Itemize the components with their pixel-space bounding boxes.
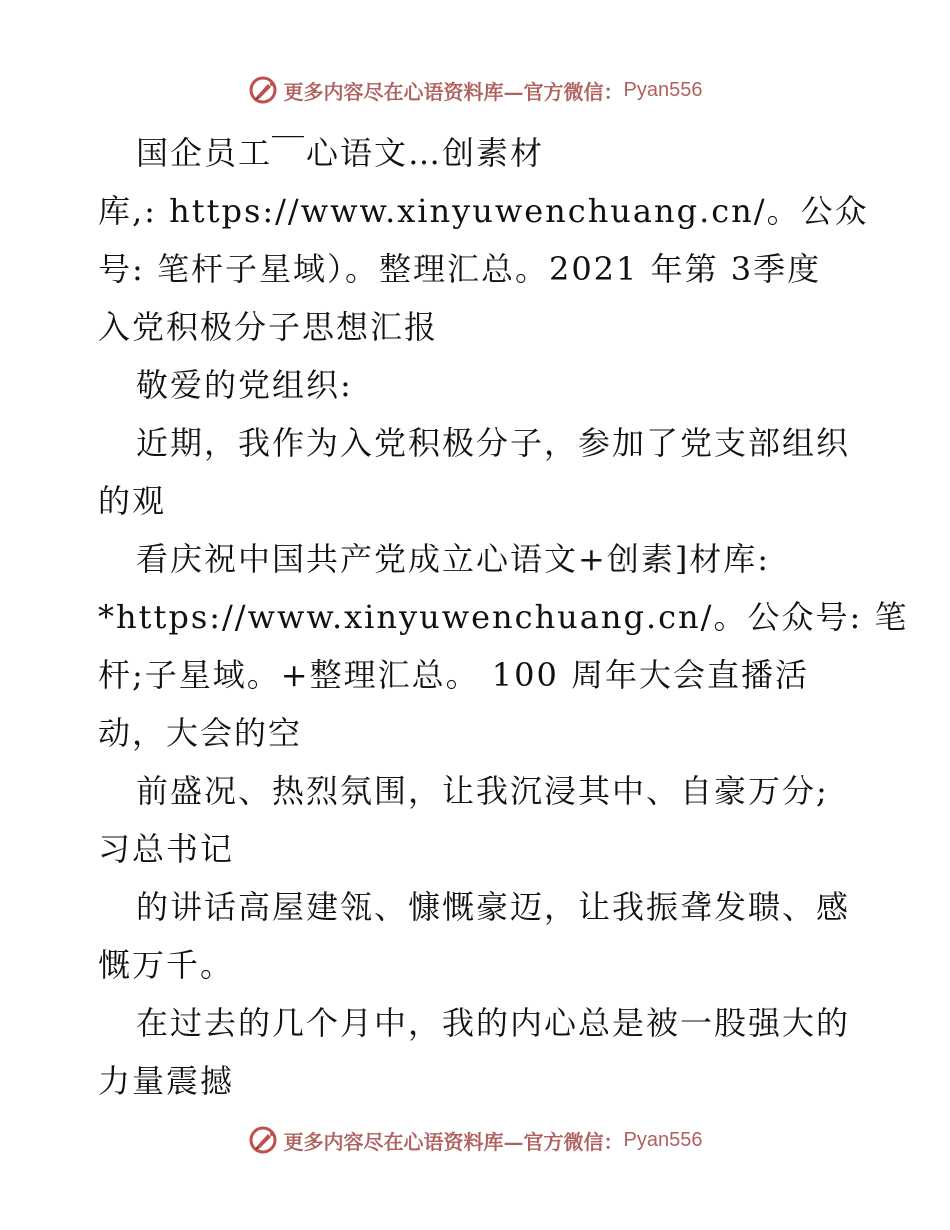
text-line: 看庆祝中国共产党成立心语文+创素]材库: [136,540,771,578]
text-line: 慨万千。 [98,946,235,984]
text-line: *https://www.xinyuwenchuang.cn/。公众号: 笔 [98,598,909,636]
footer-wechat-id: Pyan556 [623,1128,703,1151]
text-line: 的观 [98,482,167,520]
header-banner-text: 更多内容尽在心语资料库—官方微信： [283,79,624,104]
text-line: 力量震撼 [98,1062,235,1100]
text-line: 近期，我作为入党积极分子，参加了党支部组织 [136,424,851,462]
text-line: 动，大会的空 [98,714,303,752]
footer-banner [0,1120,950,1160]
text-line: 号: 笔杆子星域）。整理汇总。2021 年第 3季度 [98,250,822,288]
pen-circle-logo-icon [248,75,278,105]
text-line: 在过去的几个月中，我的内心总是被一股强大的 [136,1004,851,1042]
text-line: 的讲话高屋建瓴、慷慨豪迈，让我振聋发聩、感 [136,888,851,926]
document-body [98,124,909,1110]
text-line: 入党积极分子思想汇报 [98,308,439,346]
text-line: 习总书记 [98,830,235,868]
text-line: 前盛况、热烈氛围，让我沉浸其中、自豪万分; [136,772,829,810]
pen-circle-logo-icon [248,1125,278,1155]
footer-banner-text: 更多内容尽在心语资料库—官方微信： [283,1129,624,1154]
text-line: 库,: https://www.xinyuwenchuang.cn/。公众 [98,192,869,230]
header-banner [0,70,950,110]
text-line: 国企员工￣心语文…创素材 [136,134,545,172]
text-line: 敬爱的党组织: [136,366,353,404]
header-wechat-id: Pyan556 [623,78,703,101]
text-line: 杆;子星域。+整理汇总。 100 周年大会直播活 [98,656,810,694]
